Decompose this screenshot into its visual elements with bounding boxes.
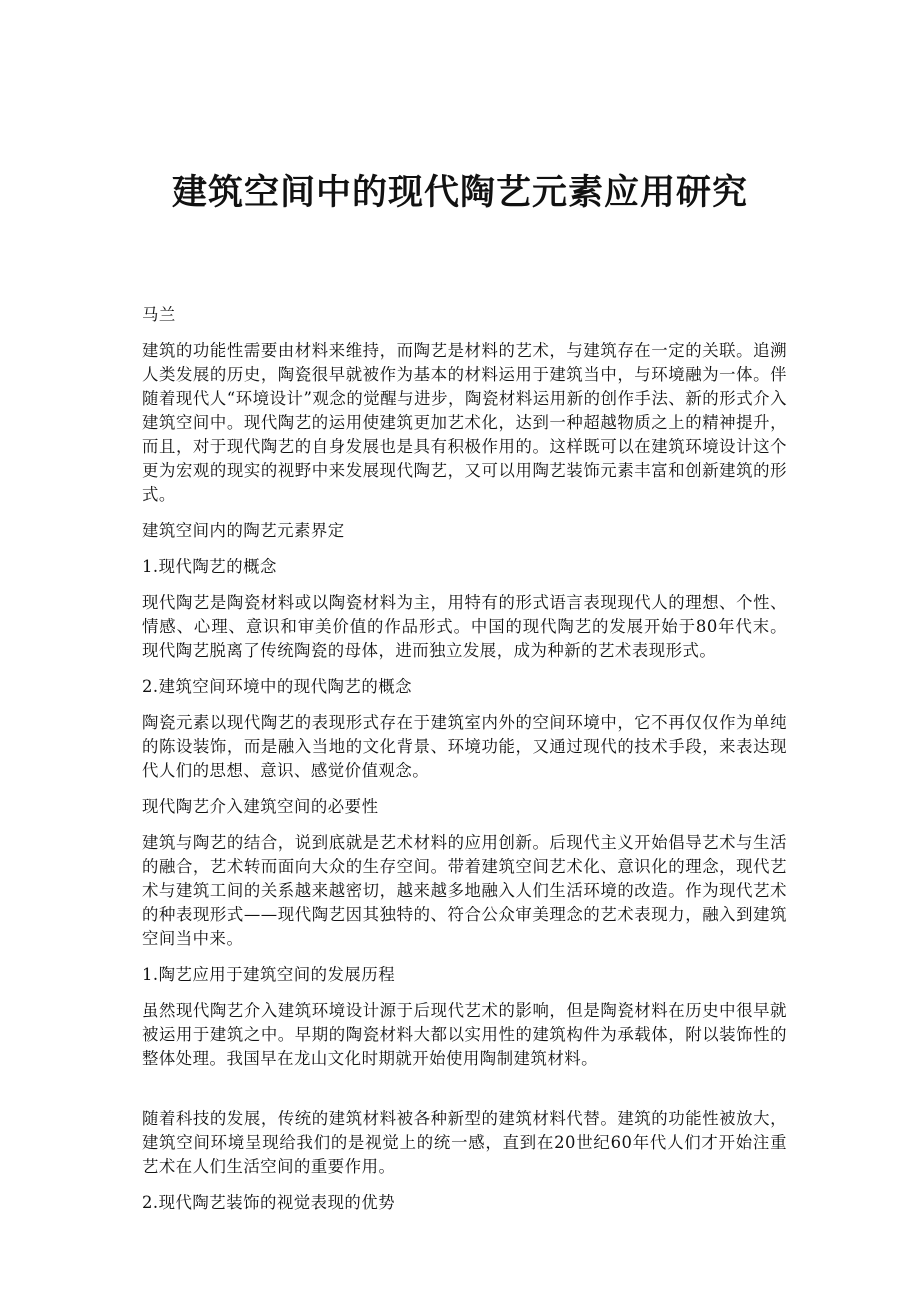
paragraph-intro: 建筑的功能性需要由材料来维持，而陶艺是材料的艺术，与建筑存在一定的关联。追溯人类发展的历史，陶瓷很早就被作为基本的材料运用于建筑当中，与环境融为一体。伴随着现代人“环境设计”观念的觉醒与进步，陶瓷材料运用新的创作手法、新的形式介入建筑空间中。现代陶艺的运用使建筑更加艺术化，达到一种超越物质之上的精神提升，而且，对于现代陶艺的自身发展也是具有积极作用的。这样既可以在建筑环境设计这个更为宏观的现实的视野中来发展现代陶艺，又可以用陶艺装饰元素丰富和创新建筑的形式。	[142, 341, 787, 504]
subheading-visual-advantages: 2.现代陶艺装饰的视觉表现的优势	[142, 1193, 396, 1212]
subheading-architectural-ceramics-concept: 2.建筑空间环境中的现代陶艺的概念	[142, 677, 412, 696]
section-heading-definition: 建筑空间内的陶艺元素界定	[142, 521, 345, 540]
subheading-history: 1.陶艺应用于建筑空间的发展历程	[142, 965, 396, 984]
section-heading-necessity: 现代陶艺介入建筑空间的必要性	[142, 797, 379, 816]
subheading-modern-ceramics-concept: 1.现代陶艺的概念	[142, 557, 277, 576]
paragraph-modern-ceramics-concept: 现代陶艺是陶瓷材料或以陶瓷材料为主，用特有的形式语言表现现代人的理想、个性、情感、心理、意识和审美价值的作品形式。中国的现代陶艺的发展开始于80年代末。现代陶艺脱离了传统陶瓷的母体，进而独立发展，成为种新的艺术表现形式。	[142, 593, 787, 660]
paragraph-architectural-ceramics-concept: 陶瓷元素以现代陶艺的表现形式存在于建筑室内外的空间环境中，它不再仅仅作为单纯的陈设装饰，而是融入当地的文化背景、环境功能，又通过现代的技术手段，来表达现代人们的思想、意识、感觉价值观念。	[142, 713, 787, 780]
page-title: 建筑空间中的现代陶艺元素应用研究	[171, 172, 748, 213]
author-name: 马兰	[142, 305, 176, 324]
paragraph-history: 虽然现代陶艺介入建筑环境设计源于后现代艺术的影响，但是陶瓷材料在历史中很早就被运用于建筑之中。早期的陶瓷材料大都以实用性的建筑构件为承载体，附以装饰性的整体处理。我国早在龙山文化时期就开始使用陶制建筑材料。	[142, 1001, 787, 1068]
document-body	[142, 303, 787, 1227]
paragraph-technology: 随着科技的发展，传统的建筑材料被各种新型的建筑材料代替。建筑的功能性被放大，建筑空间环境呈现给我们的是视觉上的统一感，直到在20世纪60年代人们才开始注重艺术在人们生活空间的重要作用。	[142, 1109, 787, 1176]
paragraph-necessity: 建筑与陶艺的结合，说到底就是艺术材料的应用创新。后现代主义开始倡导艺术与生活的融合，艺术转而面向大众的生存空间。带着建筑空间艺术化、意识化的理念，现代艺术与建筑工间的关系越来越密切，越来越多地融入人们生活环境的改造。作为现代艺术的种表现形式——现代陶艺因其独特的、符合公众审美理念的艺术表现力，融入到建筑空间当中来。	[142, 833, 787, 948]
